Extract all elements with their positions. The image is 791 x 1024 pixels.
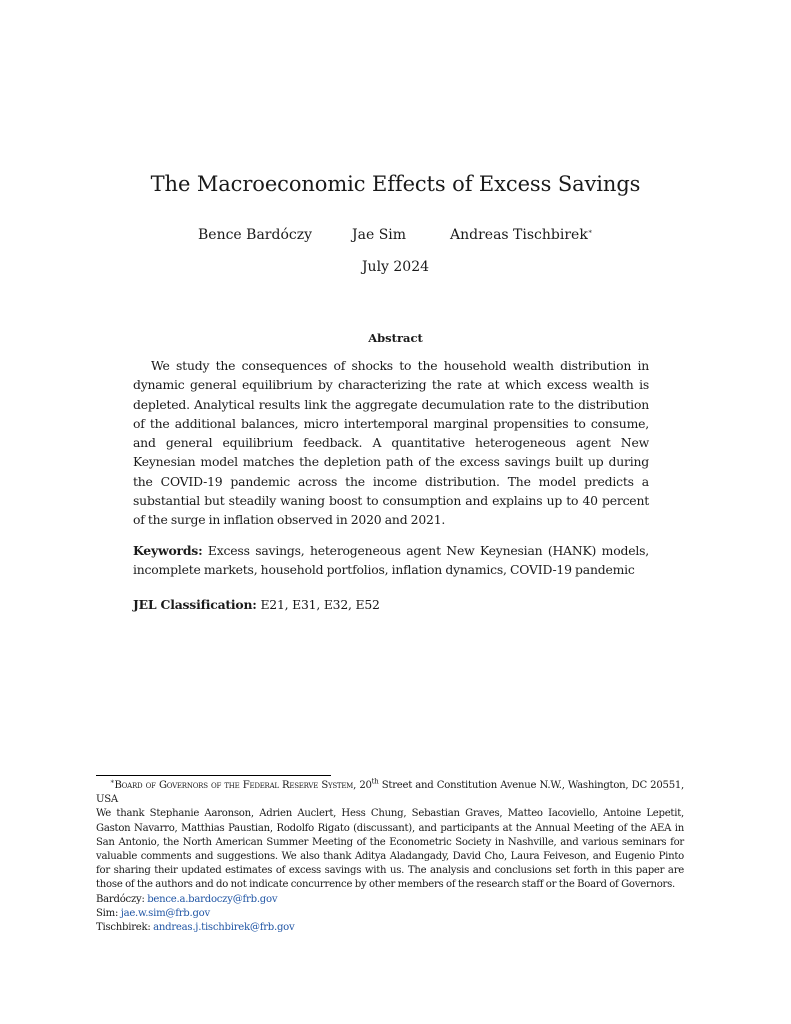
address-superscript: th — [371, 777, 379, 786]
contact-label: Tischbirek: — [96, 922, 151, 934]
footnote-acknowledgment: We thank Stephanie Aaronson, Adrien Auclert, Hess Chung, Sebastian Graves, Matteo Iacoviello, Antoine Lepetit, Gaston Navarro, Matthias Paustian, Rodolfo Rigato (discussant), and participants at the Annual Meeting of the AEA in San Antonio, the North American Summer Meeting of the Econometric Society in Nashville, and various seminars for valuable comments and suggestions. We also thank Aditya Aladangady, David Cho, Laura Feiveson, and Eugenio Pinto for sharing their updated estimates of excess savings with us. The analysis and conclusions set forth in this paper are those of the authors and do not indicate concurrence by other members of the research staff or the Board of Governors. — [96, 808, 684, 891]
jel-classification — [133, 595, 380, 614]
author-name: Andreas Tischbirek — [450, 227, 588, 243]
jel-label: JEL Classification: — [133, 597, 257, 612]
paper-title: The Macroeconomic Effects of Excess Savings — [150, 172, 641, 196]
abstract-heading: Abstract — [368, 331, 423, 345]
contact-sim — [96, 907, 684, 921]
footnote-marker: ∗ — [110, 777, 115, 786]
email-link-bardoczy[interactable]: bence.a.bardoczy@frb.gov — [147, 893, 278, 905]
email-link-sim[interactable]: jae.w.sim@frb.gov — [120, 907, 210, 919]
author-name: Jae Sim — [352, 227, 407, 243]
contact-label: Sim: — [96, 907, 119, 919]
abstract-text: We study the consequences of shocks to the household wealth distribution in dynamic general equilibrium by characterizing the rate at which excess wealth is depleted. Analytical results link the aggregate decumulation rate to the distribution of the additional balances, micro intertemporal marginal propensities to consume, and general equilibrium feedback. A quantitative heterogeneous agent New Keynesian model matches the depletion path of the excess savings built up during the COVID-19 pandemic across the income distribution. The model predicts a substantial but steadily waning boost to consumption and explains up to 40 percent of the surge in inflation observed in 2020 and 2021. — [133, 358, 649, 528]
author-name: Bence Bardóczy — [198, 227, 313, 243]
footnote-marker: ∗ — [587, 227, 593, 236]
contact-bardoczy — [96, 893, 684, 907]
email-link-tischbirek[interactable]: andreas.j.tischbirek@frb.gov — [153, 922, 295, 934]
footnote-divider — [96, 775, 331, 776]
affiliation-name: Board of Governors of the Federal Reserve System — [114, 780, 354, 791]
contact-label: Bardóczy: — [96, 893, 145, 905]
keywords-text: Excess savings, heterogeneous agent New Keynesian (HANK) models, incomplete markets, household portfolios, inflation dynamics, COVID-19 pandemic — [133, 543, 649, 578]
footnote-affiliation — [96, 779, 684, 807]
address-post: Street and Constitution Avenue N.W., Washington, DC 20551, USA — [96, 780, 685, 806]
address-pre: , 20 — [353, 780, 372, 791]
author-bardoczy — [198, 227, 312, 243]
footnotes — [96, 779, 684, 935]
author-sim — [352, 227, 406, 243]
keywords-paragraph — [133, 541, 649, 580]
publication-date: July 2024 — [361, 259, 430, 275]
contact-tischbirek — [96, 921, 684, 935]
jel-codes: E21, E31, E32, E52 — [260, 597, 380, 612]
keywords-label: Keywords: — [133, 543, 203, 558]
author-tischbirek — [450, 227, 593, 243]
